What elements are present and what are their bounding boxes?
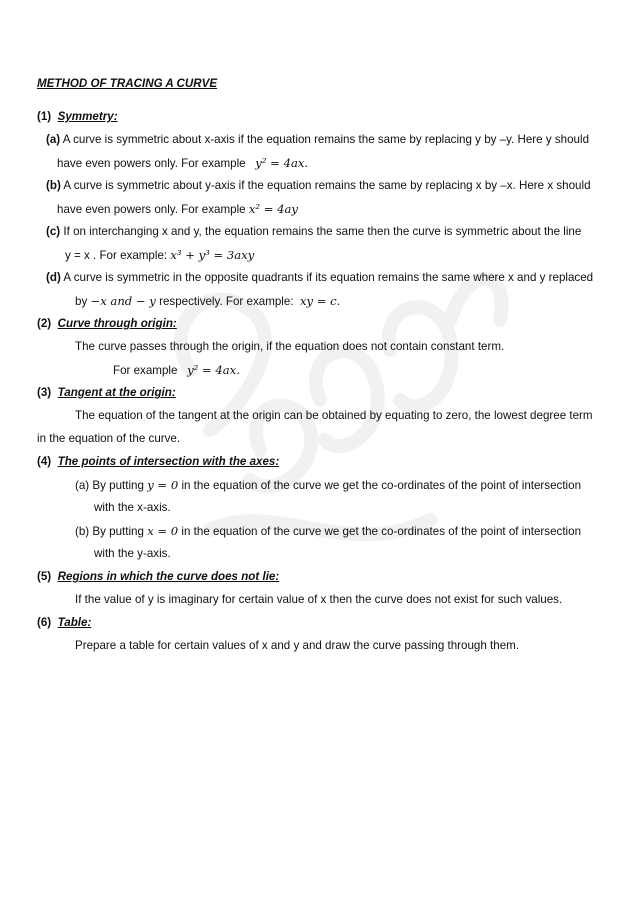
- section-2-example: [113, 362, 240, 379]
- item-1b-line-1: [46, 178, 591, 194]
- item-4a-text-2: in the equation of the curve we get the co-ordinates of the point of intersection: [181, 479, 582, 492]
- document-title: METHOD OF TRACING A CURVE: [37, 77, 218, 90]
- item-4b-text-2: in the equation of the curve we get the co-ordinates of the point of intersection: [181, 525, 582, 538]
- section-4-heading: [37, 454, 279, 470]
- item-1a-line-1: [46, 132, 589, 148]
- section-5-text: If the value of y is imaginary for certain value of x then the curve does not exist for such values.: [75, 593, 563, 606]
- section-6-text: Prepare a table for certain values of x and y and draw the curve passing through them.: [75, 639, 520, 652]
- item-4a-equation: y = 0: [147, 478, 179, 492]
- section-6-heading: [37, 615, 91, 631]
- item-1b-equation: x² = 4ay: [248, 202, 298, 216]
- item-1c-text-2: y = x . For example:: [65, 249, 168, 262]
- section-2-heading: [37, 316, 177, 332]
- item-4a-line-1: [75, 477, 581, 494]
- section-6-title: Table:: [57, 616, 92, 629]
- section-3-text-1: The equation of the tangent at the origin can be obtained by equating to zero, the lowest degree term: [75, 409, 593, 422]
- section-3-number: (3): [37, 386, 52, 399]
- item-4a-line-2: with the x-axis.: [94, 501, 171, 514]
- section-2-title: Curve through origin:: [57, 317, 177, 330]
- item-1d-line-1: [46, 270, 593, 286]
- item-1d-line-2: [75, 293, 340, 310]
- item-1a-line-2: [57, 155, 308, 172]
- section-3-title: Tangent at the origin:: [57, 386, 176, 399]
- section-1-title: Symmetry:: [57, 110, 118, 123]
- section-3-heading: [37, 385, 176, 401]
- section-2-equation: y² = 4ax.: [187, 363, 240, 377]
- section-6-number: (6): [37, 616, 52, 629]
- section-4-title: The points of intersection with the axes:: [57, 455, 280, 468]
- section-4-number: (4): [37, 455, 52, 468]
- item-4a-text: (a) By putting: [75, 479, 144, 492]
- section-5-number: (5): [37, 570, 52, 583]
- item-1b-label: (b): [46, 179, 61, 192]
- item-4b-line-2: with the y-axis.: [94, 547, 171, 560]
- item-4b-equation: x = 0: [147, 524, 179, 538]
- item-4b-line-1: [75, 523, 581, 540]
- item-1c-label: (c): [46, 225, 61, 238]
- item-1a-text: A curve is symmetric about x-axis if the equation remains the same by replacing y by –y. Here y should: [62, 133, 590, 146]
- item-1c-equation: x³ + y³ = 3axy: [170, 248, 255, 262]
- section-1-heading: [37, 109, 118, 125]
- item-1d-text-2a: by: [75, 295, 88, 308]
- section-5-heading: [37, 569, 279, 585]
- section-2-example-label: For example: [113, 364, 178, 377]
- item-1b-line-2: [57, 201, 298, 218]
- item-1b-text: A curve is symmetric about y-axis if the equation remains the same by replacing x by –x. Here x should: [63, 179, 591, 192]
- section-3-text-2: in the equation of the curve.: [37, 432, 181, 445]
- item-1d-text-2b: respectively. For example:: [159, 295, 294, 308]
- item-4b-text: (b) By putting: [75, 525, 144, 538]
- item-1c-line-2: [65, 247, 254, 264]
- item-1d-text: A curve is symmetric in the opposite quadrants if its equation remains the same where x and y replaced: [63, 271, 594, 284]
- section-2-number: (2): [37, 317, 52, 330]
- section-2-text: The curve passes through the origin, if the equation does not contain constant term.: [75, 340, 505, 353]
- item-1a-text-2: have even powers only. For example: [57, 157, 246, 170]
- item-1a-label: (a): [46, 133, 61, 146]
- item-1a-equation: y² = 4ax.: [255, 156, 309, 170]
- item-1b-text-2: have even powers only. For example: [57, 203, 246, 216]
- section-1-number: (1): [37, 110, 52, 123]
- item-1c-line-1: [46, 224, 581, 240]
- item-1d-equation-2: xy = c.: [300, 294, 341, 308]
- item-1d-equation-1: −x and − y: [90, 294, 156, 308]
- item-1d-label: (d): [46, 271, 61, 284]
- item-1c-text: If on interchanging x and y, the equation remains the same then the curve is symmetric about the line: [63, 225, 582, 238]
- section-5-title: Regions in which the curve does not lie:: [57, 570, 280, 583]
